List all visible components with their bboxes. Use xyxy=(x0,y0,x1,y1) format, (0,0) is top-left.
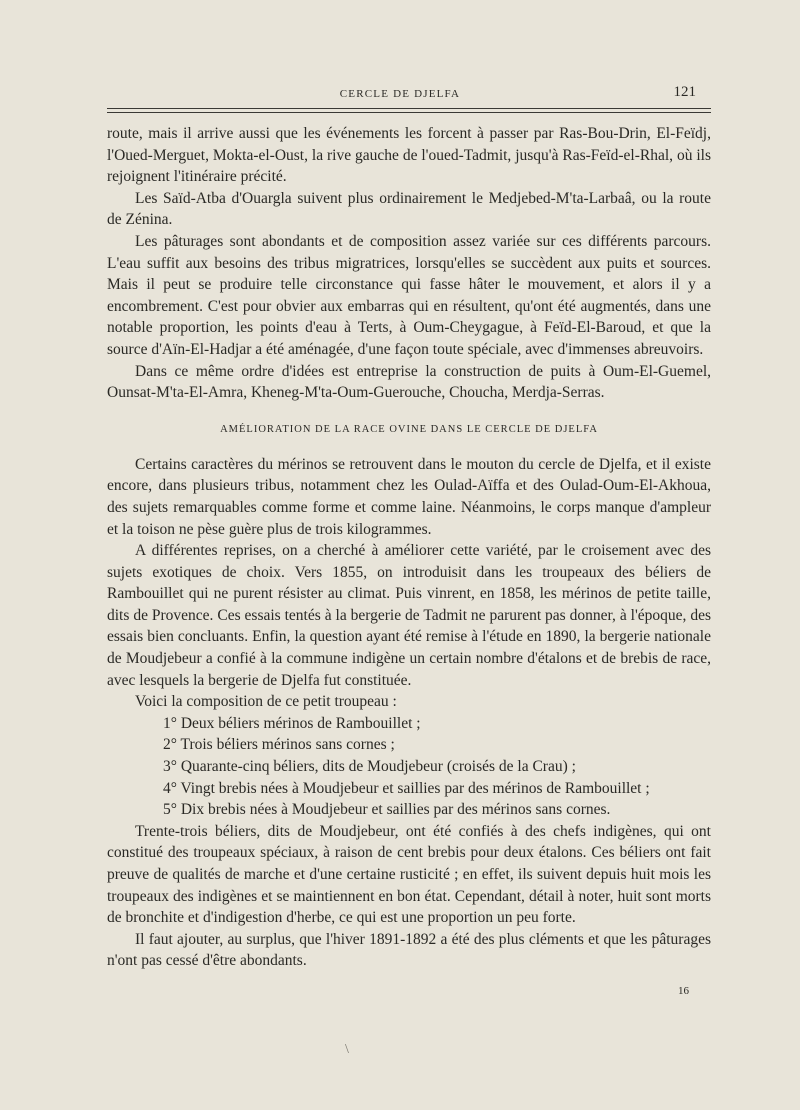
paper-mark: \ xyxy=(345,1042,349,1057)
list-item: 5° Dix brebis nées à Moudjebeur et saillies par des mérinos sans cornes. xyxy=(163,801,611,819)
header-rule-top xyxy=(107,108,711,109)
paragraph: A différentes reprises, on a cherché à améliorer cette variété, par le croisement avec des sujets exotiques de choix. Vers 1855, on introduisit dans les troupeaux des béliers de Rambouillet qui ne purent résister au climat. Puis vinrent, en 1858, les mérinos de petite taille, dits de Provence. Ces essais tentés à la bergerie de Tadmit ne parurent pas donner, à l'époque, des essais bien concluants. Enfin, la question ayant été remise à l'étude en 1890, la bergerie nationale de Moudjebeur a confié à la commune indigène un certain nombre d'étalons et de brebis de race, avec lesquels la bergerie de Djelfa fut constituée. xyxy=(107,542,711,689)
list-item: 2° Trois béliers mérinos sans cornes ; xyxy=(163,736,395,754)
page-number: 121 xyxy=(673,84,696,100)
signature-mark: 16 xyxy=(678,985,689,997)
list-item: 1° Deux béliers mérinos de Rambouillet ; xyxy=(163,714,421,732)
paragraph: Dans ce même ordre d'idées est entreprise la construction de puits à Oum-El-Guemel, Ounsat-M'ta-El-Amra, Kheneg-M'ta-Oum-Guerouche, Choucha, Merdja-Serras. xyxy=(107,362,711,402)
header-rule-bottom xyxy=(107,112,711,113)
running-header-title: CERCLE DE DJELFA xyxy=(339,88,461,100)
list-item: 3° Quarante-cinq béliers, dits de Moudjebeur (croisés de la Crau) ; xyxy=(163,758,576,776)
paragraph: route, mais il arrive aussi que les événements les forcent à passer par Ras-Bou-Drin, El-Feïdj, l'Oued-Merguet, Mokta-el-Oust, la rive gauche de l'oued-Tadmit, jusqu'à Ras-Feïd-el-Rhal, où ils rejoignent l'itinéraire précité. xyxy=(107,125,711,186)
paragraph: Il faut ajouter, au surplus, que l'hiver 1891-1892 a été des plus cléments et que les pâturages n'ont pas cessé d'être abondants. xyxy=(107,930,711,970)
paragraph: Voici la composition de ce petit troupeau : xyxy=(135,693,397,711)
body-text xyxy=(107,123,711,972)
paragraph: Certains caractères du mérinos se retrouvent dans le mouton du cercle de Djelfa, et il existe encore, dans plusieurs tribus, notamment chez les Oulad-Aïffa et des Oulad-Oum-El-Akhoua, des sujets remarquables comme forme et comme laine. Néanmoins, le corps manque d'ampleur et la toison ne pèse guère plus de trois kilogrammes. xyxy=(107,455,711,538)
paragraph: Les Saïd-Atba d'Ouargla suivent plus ordinairement le Medjebed-M'ta-Larbaâ, ou la route de Zénina. xyxy=(107,189,711,229)
paragraph: Les pâturages sont abondants et de composition assez variée sur ces différents parcours. L'eau suffit aux besoins des tribus migratrices, lorsqu'elles se succèdent aux puits et sources. Mais il peut se produire telle circonstance qui fasse hâter le mouvement, et alors il y a encombrement. C'est pour obvier aux embarras qui en résultent, qu'ont été augmentés, dans une notable proportion, les points d'eau à Terts, à Oum-Cheygague, à Feïd-El-Baroud, et que la source d'Aïn-El-Hadjar a été aménagée, d'une façon toute spéciale, avec d'immenses abreuvoirs. xyxy=(107,232,711,358)
paragraph: Trente-trois béliers, dits de Moudjebeur, ont été confiés à des chefs indigènes, qui ont constitué des troupeaux spéciaux, à raison de cent brebis pour deux étalons. Ces béliers ont fait preuve de qualités de marche et d'une certaine rusticité ; en effet, ils suivent depuis huit mois les troupeaux des indigènes et se maintiennent en bon état. Cependant, détail à noter, huit sont morts de bronchite et d'indigestion d'herbe, ce qui est une proportion un peu forte. xyxy=(107,822,711,927)
list-item: 4° Vingt brebis nées à Moudjebeur et saillies par des mérinos de Rambouillet ; xyxy=(163,779,650,797)
section-heading: AMÉLIORATION DE LA RACE OVINE DANS LE CERCLE DE DJELFA xyxy=(220,423,598,435)
